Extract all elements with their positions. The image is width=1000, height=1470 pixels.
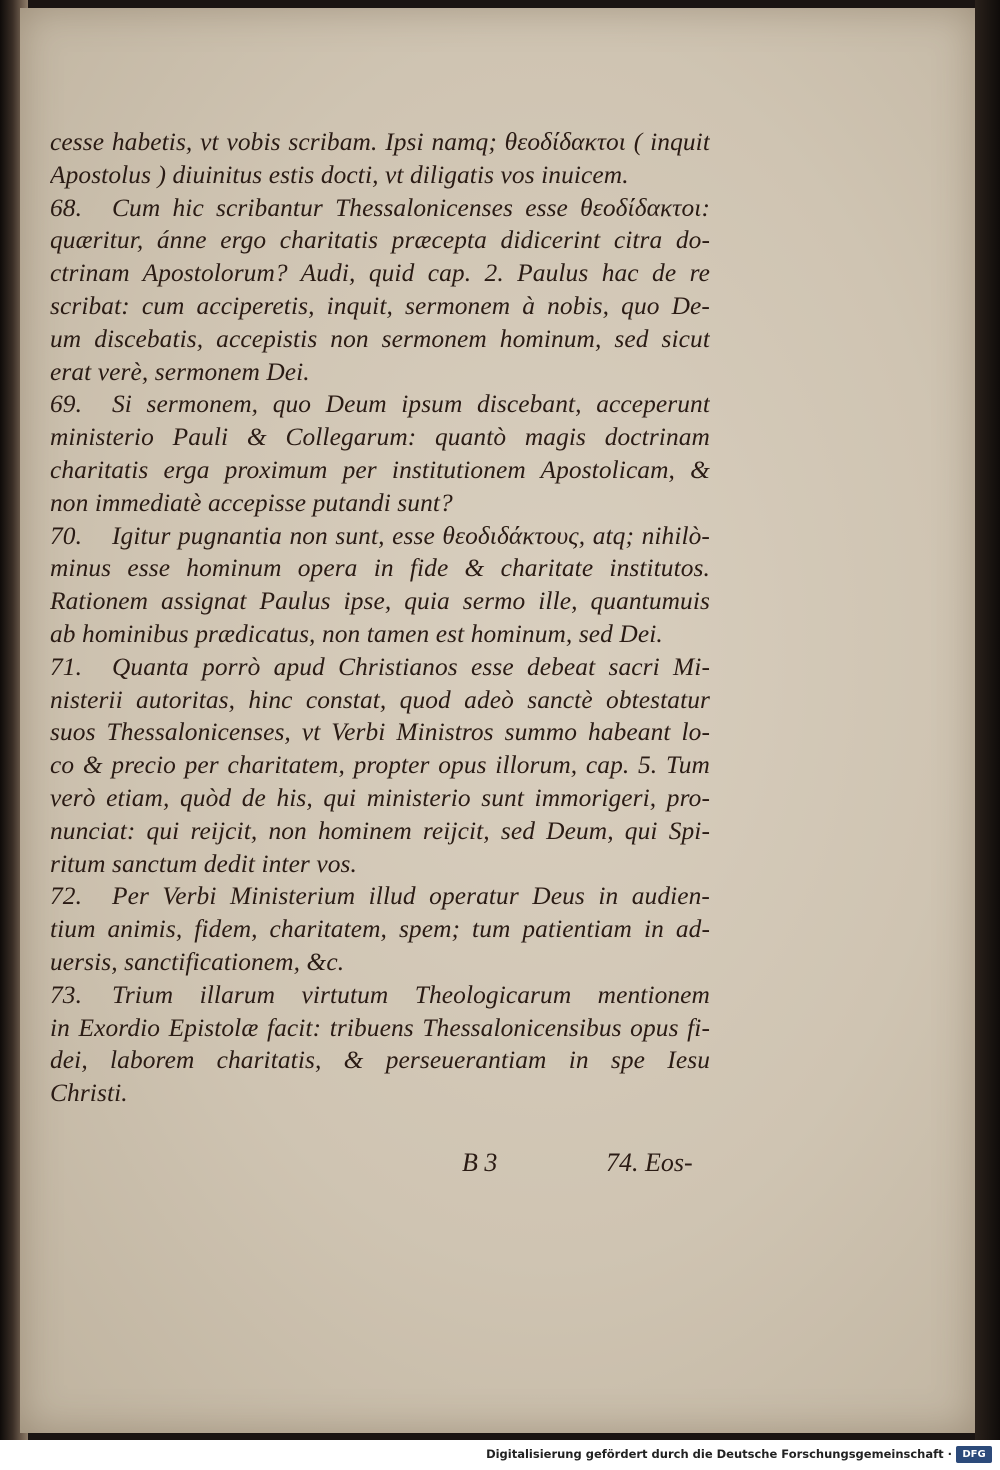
line-text: Apostolus ) diuinitus estis docti, vt diligatis vos inuicem. — [50, 160, 629, 189]
line-text: nisterii autoritas, hinc constat, quod adeò sanctè obtestatur — [50, 685, 710, 714]
catchword: 74. Eos- — [606, 1148, 693, 1177]
line-text: um discebatis, accepistis non sermonem hominum, sed sicut — [50, 324, 710, 353]
text-line — [50, 848, 710, 881]
text-line — [50, 487, 710, 520]
text-line — [50, 356, 710, 389]
paragraph-number: 69. — [50, 390, 83, 419]
line-text: dei, laborem charitatis, & perseuerantiam in spe Iesu — [50, 1046, 710, 1075]
text-line — [50, 290, 710, 323]
line-text: ministerio Pauli & Collegarum: quantò magis doctrinam — [50, 423, 710, 452]
text-line — [50, 979, 710, 1012]
text-line — [50, 749, 710, 782]
text-line — [50, 552, 710, 585]
text-line — [50, 421, 710, 454]
line-text: minus esse hominum opera in fide & charitate institutos. — [50, 554, 710, 583]
signature-mark: B 3 — [462, 1148, 498, 1177]
line-text: ctrinam Apostolorum? Audi, quid cap. 2. Paulus hac de re — [50, 259, 710, 288]
line-text: Trium illarum virtutum Theologicarum mentionem — [112, 980, 710, 1009]
paragraph-number: 73. — [50, 980, 83, 1009]
text-line — [50, 913, 710, 946]
line-text: Cum hic scribantur Thessalonicenses esse θεοδίδακτοι: — [112, 193, 710, 222]
line-text: Rationem assignat Paulus ipse, quia sermo ille, quantumuis — [50, 587, 710, 616]
line-text: Christi. — [50, 1079, 128, 1108]
line-text: scribat: cum acciperetis, inquit, sermonem à nobis, quo De- — [50, 291, 710, 320]
text-line — [50, 782, 710, 815]
text-line — [50, 224, 710, 257]
text-line — [50, 815, 710, 848]
page-shadow-strip — [975, 0, 1000, 1440]
text-line — [50, 618, 710, 651]
text-line — [50, 585, 710, 618]
paragraph-number: 71. — [50, 652, 83, 681]
line-text: co & precio per charitatem, propter opus illorum, cap. 5. Tum — [50, 751, 710, 780]
text-line — [50, 1077, 710, 1110]
line-text: ritum sanctum dedit inter vos. — [50, 849, 357, 878]
line-text: nunciat: qui reijcit, non hominem reijcit, sed Deum, qui Spi- — [50, 816, 710, 845]
digitization-credit-bar — [0, 1440, 1000, 1470]
line-text: Per Verbi Ministerium illud operatur Deus in audien- — [112, 882, 710, 911]
text-line — [50, 159, 710, 192]
text-line — [50, 716, 710, 749]
text-line — [50, 1012, 710, 1045]
line-text: charitatis erga proximum per institutionem Apostolicam, & — [50, 455, 710, 484]
text-line — [50, 1044, 710, 1077]
line-text: non immediatè accepisse putandi sunt? — [50, 488, 453, 517]
line-text: quæritur, ánne ergo charitatis præcepta didicerint citra do- — [50, 226, 710, 255]
text-line — [50, 880, 710, 913]
line-text: in Exordio Epistolæ facit: tribuens Thessalonicensibus opus fi- — [50, 1013, 710, 1042]
credit-text: Digitalisierung gefördert durch die Deutsche Forschungsgemeinschaft · — [486, 1447, 952, 1461]
page-footer — [0, 1148, 1000, 1188]
line-text: Igitur pugnantia non sunt, esse θεοδιδάκτους, atq; nihilò- — [112, 521, 710, 550]
line-text: ab hominibus prædicatus, non tamen est hominum, sed Dei. — [50, 619, 663, 648]
page-text-block — [50, 126, 710, 1110]
paragraph-number: 70. — [50, 521, 83, 550]
dfg-logo-icon: DFG — [956, 1446, 992, 1463]
text-line — [50, 126, 710, 159]
line-text: uersis, sanctificationem, &c. — [50, 947, 345, 976]
line-text: suos Thessalonicenses, vt Verbi Ministros summo habeant lo- — [50, 718, 710, 747]
text-line — [50, 454, 710, 487]
line-text: Quanta porrò apud Christianos esse debeat sacri Mi- — [112, 652, 710, 681]
line-text: cesse habetis, vt vobis scribam. Ipsi namq; θεοδίδακτοι ( inquit — [50, 128, 710, 156]
text-line — [50, 192, 710, 225]
text-line — [50, 684, 710, 717]
paragraph-number: 68. — [50, 193, 83, 222]
line-text: verò etiam, quòd de his, qui ministerio sunt immorigeri, pro- — [50, 783, 710, 812]
text-line — [50, 946, 710, 979]
text-line — [50, 257, 710, 290]
text-line — [50, 651, 710, 684]
line-text: Si sermonem, quo Deum ipsum discebant, acceperunt — [112, 390, 710, 419]
text-line — [50, 520, 710, 553]
text-line — [50, 388, 710, 421]
paragraph-number: 72. — [50, 882, 83, 911]
line-text: erat verè, sermonem Dei. — [50, 357, 310, 386]
line-text: tium animis, fidem, charitatem, spem; tum patientiam in ad- — [50, 915, 710, 944]
text-line — [50, 323, 710, 356]
